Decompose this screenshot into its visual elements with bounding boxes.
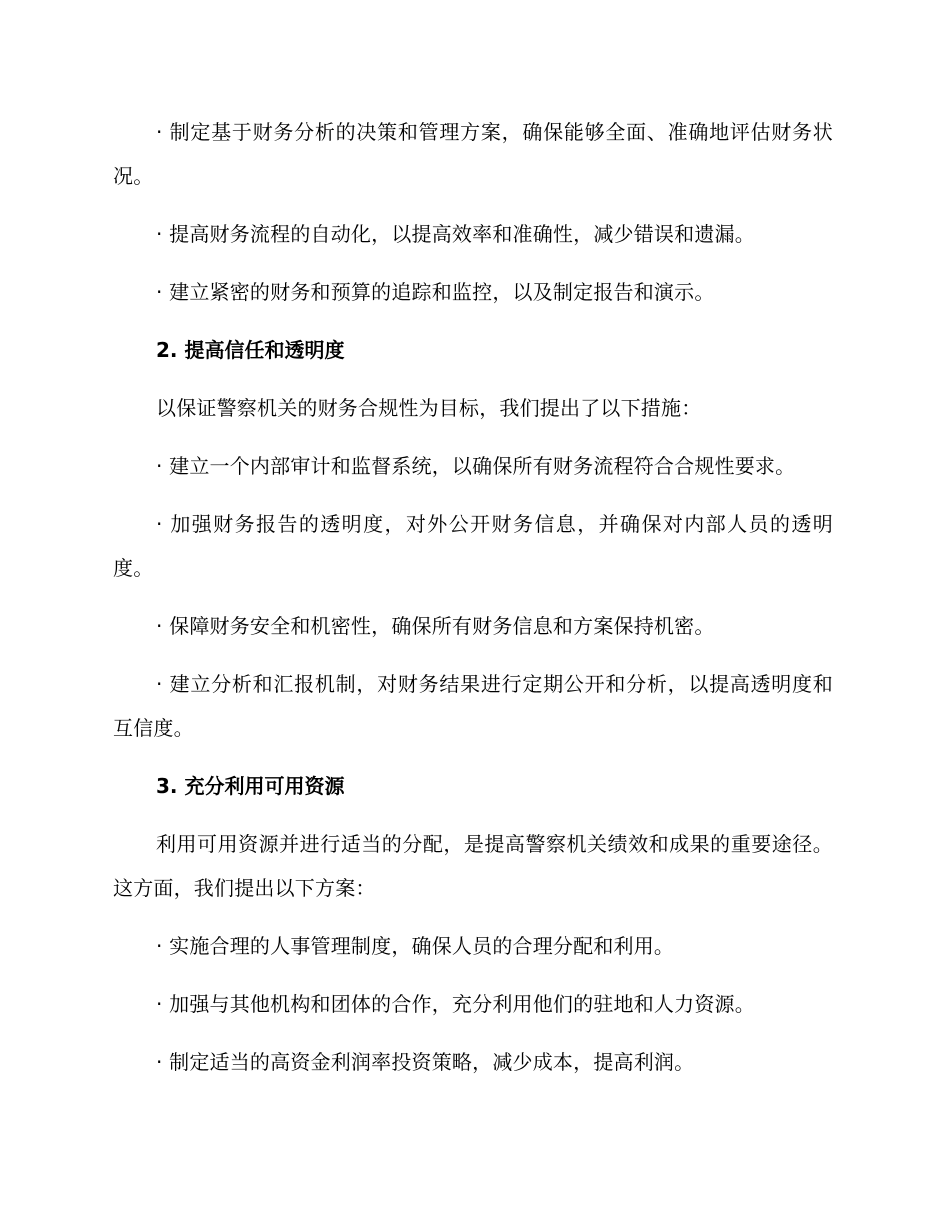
bullet-paragraph: · 加强财务报告的透明度，对外公开财务信息，并确保对内部人员的透明度。 xyxy=(113,512,833,580)
intro-paragraph: 利用可用资源并进行适当的分配，是提高警察机关绩效和成果的重要途径。这方面，我们提出以下方案： xyxy=(113,832,833,900)
bullet-paragraph: · 加强与其他机构和团体的合作，充分利用他们的驻地和人力资源。 xyxy=(156,992,755,1016)
section-heading: 3. 充分利用可用资源 xyxy=(156,774,345,798)
intro-paragraph: 以保证警察机关的财务合规性为目标，我们提出了以下措施： xyxy=(156,396,702,420)
section-heading: 2. 提高信任和透明度 xyxy=(156,338,345,362)
bullet-paragraph: · 提高财务流程的自动化，以提高效率和准确性，减少错误和遗漏。 xyxy=(156,222,755,246)
bullet-paragraph: · 建立一个内部审计和监督系统，以确保所有财务流程符合合规性要求。 xyxy=(156,454,796,478)
bullet-paragraph: · 建立紧密的财务和预算的追踪和监控，以及制定报告和演示。 xyxy=(156,280,715,304)
bullet-paragraph: · 实施合理的人事管理制度，确保人员的合理分配和利用。 xyxy=(156,934,675,958)
document-page xyxy=(113,110,833,1098)
bullet-paragraph: · 制定适当的高资金利润率投资策略，减少成本，提高利润。 xyxy=(156,1050,695,1074)
bullet-paragraph: · 保障财务安全和机密性，确保所有财务信息和方案保持机密。 xyxy=(156,614,715,638)
bullet-paragraph: · 制定基于财务分析的决策和管理方案，确保能够全面、准确地评估财务状况。 xyxy=(113,120,833,188)
bullet-paragraph: · 建立分析和汇报机制，对财务结果进行定期公开和分析，以提高透明度和互信度。 xyxy=(113,672,833,740)
